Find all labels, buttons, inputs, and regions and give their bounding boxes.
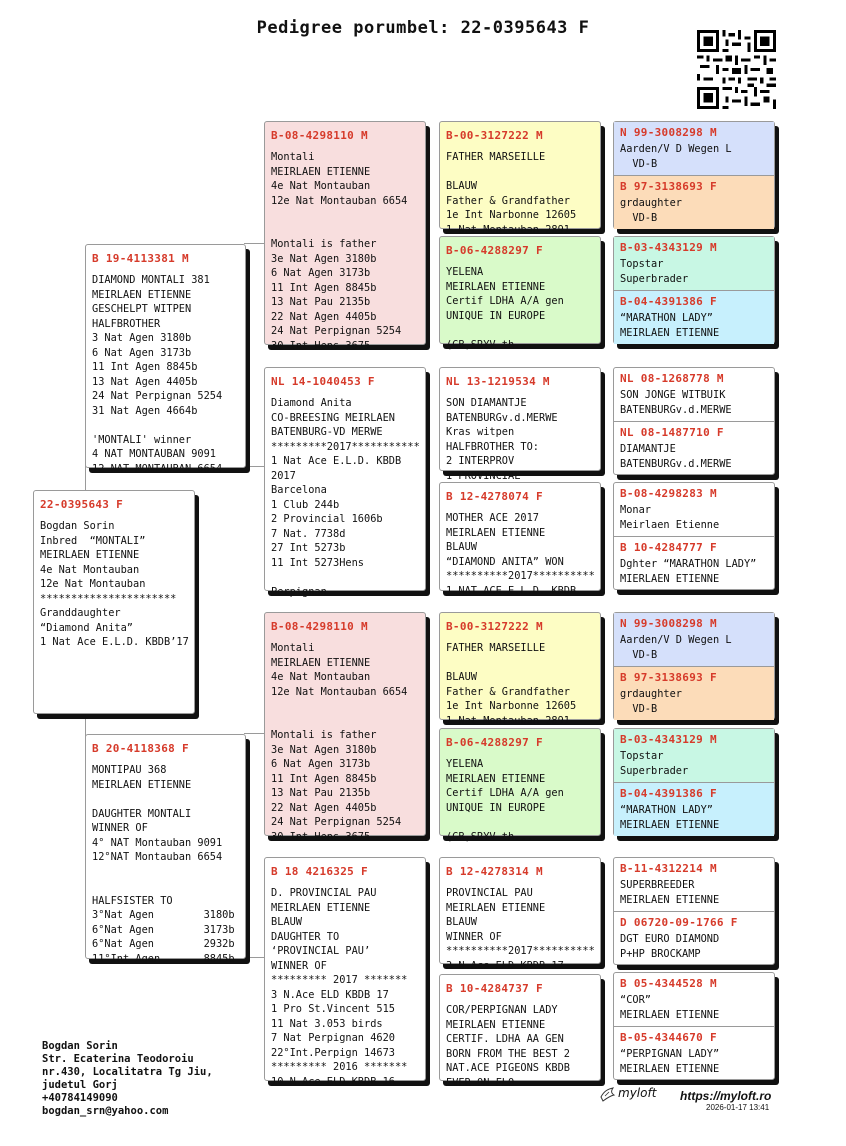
maternal-grandmother-card [264,857,426,1088]
pigeon-details: “MARATHON LADY” MEIRLAEN ETIENNE [620,804,720,831]
print-date: 2026-01-17 13:41 [706,1103,770,1112]
ancestor-card [439,857,601,972]
father-card [85,244,246,475]
ring-number: NL 08-1487710 F [620,426,724,439]
ring-number: B-00-3127222 M [446,620,543,633]
pigeon-details: YELENA MEIRLAEN ETIENNE Certif LDHA A/A gen UNIQUE IN EUROPE (GB,SRYV th... [446,266,564,351]
ring-number: D 06720-09-1766 F [620,916,738,929]
website-link[interactable]: https://myloft.ro [680,1089,772,1103]
subject-card [33,490,195,714]
ring-number: B-06-4288297 F [446,244,543,257]
mother-card [85,734,246,965]
ancestor-pair-card [613,236,775,344]
ring-number: B-04-4391386 F [620,295,717,308]
ancestor-card [439,728,601,843]
pigeon-details: YELENA MEIRLAEN ETIENNE Certif LDHA A/A gen UNIQUE IN EUROPE (GB,SRYV th... [446,758,564,843]
pigeon-details: Topstar Superbrader [620,258,689,285]
ring-number: B 12-4278074 F [446,490,543,503]
pigeon-details: Aarden/V D Wegen L VD-B [620,634,732,661]
pigeon-details: Topstar Superbrader [620,750,689,777]
ring-number: B-08-4298110 M [271,620,368,633]
ancestor-pair-card [613,482,775,590]
ring-number: B-06-4288297 F [446,736,543,749]
ring-number: B 97-3138693 F [620,671,717,684]
ancestor-card [439,612,601,727]
pigeon-details: DIAMOND MONTALI 381 MEIRLAEN ETIENNE GESCHELPT WITPEN HALFBROTHER 3 Nat Agen 3180b 6 Nat Agen 3173b 11 Int Agen 8845b 13 Nat Agen 4405b 24 Nat Perpignan 5254 31 Nat Agen 4664b 'MONTALI' winner 4 NAT MONTAUBAN 9091 12 NAT MONTAUBAN 6654 [92,274,223,475]
ring-number: B-08-4298110 M [271,129,368,142]
connector-line [244,957,264,958]
ring-number: B 20-4118368 F [92,742,189,755]
ring-number: N 99-3008298 M [620,126,717,139]
pigeon-details: MONTIPAU 368 MEIRLAEN ETIENNE DAUGHTER MONTALI WINNER OF 4° NAT Montauban 9091 12°NAT Montauban 6654 HALFSISTER TO 3°Nat Agen 3180b 6°Nat Agen 3173b 6°Nat Agen 2932b 11°Int Agen 8845b [92,764,235,965]
ancestor-pair-card [613,728,775,836]
ancestor-pair-card [613,972,775,1080]
pigeon-details: PROVINCIAL PAU MEIRLAEN ETIENNE BLAUW WINNER OF **********2017********** 3 N.Ace ELD KBDB 17 [446,887,595,972]
pigeon-details: Aarden/V D Wegen L VD-B [620,143,732,170]
pigeon-details: DIAMANTJE BATENBURGv.d.MERWE [620,443,732,470]
pigeon-details: Montali MEIRLAEN ETIENNE 4e Nat Montauban 12e Nat Montauban 6654 Montali is father 3e Nat Agen 3180b 6 Nat Agen 3173b 11 Int Agen 8845b 13 Nat Pau 2135b 22 Nat Agen 4405b 24 Nat Perpignan 5254 30 Int Hens 3675 [271,151,408,352]
ring-number: NL 08-1268778 M [620,372,724,385]
ring-number: B 18 4216325 F [271,865,368,878]
connector-line [244,466,264,467]
pigeon-details: D. PROVINCIAL PAU MEIRLAEN ETIENNE BLAUW DAUGHTER TO ‘PROVINCIAL PAU’ WINNER OF ********* 2017 ******* 3 N.Ace ELD KBDB 17 1 Pro St.Vincent 515 11 Nat 3.053 birds 7 Nat Perpignan 4620 22°Int.Perpign 14673 ********* 2016 ******* 10 N.Ace ELD KBDB 16 [271,887,408,1088]
ring-number: B-03-4343129 M [620,733,717,746]
ring-number: NL 14-1040453 F [271,375,375,388]
pigeon-details: COR/PERPIGNAN LADY MEIRLAEN ETIENNE CERTIF. LDHA AA GEN BORN FROM THE BEST 2 NAT.ACE PIGEONS KBDB EVER ON FLO [446,1004,570,1089]
pigeon-details: MOTHER ACE 2017 MEIRLAEN ETIENNE BLAUW “DIAMOND ANITA” WON **********2017********** 1 NAT ACE E.L.D. KBDB [446,512,595,597]
pigeon-logo-icon [599,1085,617,1103]
pigeon-details: Bogdan Sorin Inbred “MONTALI” MEIRLAEN ETIENNE 4e Nat Montauban 12e Nat Montauban ********************** Granddaughter “Diamond Anita” 1 Nat Ace E.L.D. KBDB’17 [40,520,189,648]
pigeon-details: Monar Meirlaen Etienne [620,504,720,531]
owner-contact: Bogdan Sorin Str. Ecaterina Teodoroiu nr.430, Localitatra Tg Jiu, judetul Gorj +40784149090 bogdan_srn@yahoo.com [42,1040,213,1117]
ancestor-pair-card [613,367,775,475]
pigeon-details: “MARATHON LADY” MEIRLAEN ETIENNE [620,312,720,339]
pigeon-details: “COR” MEIRLAEN ETIENNE [620,994,720,1021]
ring-number: B 12-4278314 M [446,865,543,878]
pigeon-details: Diamond Anita CO-BREESING MEIRLAEN BATENBURG-VD MERWE *********2017*********** 1 Nat Ace E.L.D. KBDB 2017 Barcelona 1 Club 244b 2 Provincial 1606b 7 Nat. 7738d 27 Int 5273b 11 Int 5273Hens Perpignan [271,397,420,598]
ancestor-card [439,482,601,597]
connector-line [244,243,264,244]
pigeon-details: SON JONGE WITBUIK BATENBURGv.d.MERWE [620,389,732,416]
ring-number: B-11-4312214 M [620,862,717,875]
ring-number: B 05-4344528 M [620,977,717,990]
pigeon-details: SON DIAMANTJE BATENBURGv.d.MERWE Kras witpen HALFBROTHER TO: 2 INTERPROV 1 PROVINCIAL [446,397,558,482]
ancestor-card [439,121,601,236]
page-title: Pedigree porumbel: 22-0395643 F [256,18,590,38]
pigeon-details: FATHER MARSEILLE BLAUW Father & Grandfather 1e Int Narbonne 12605 1 Nat Montauban 2891 [446,151,577,236]
pigeon-details: grdaughter VD-B [620,197,682,224]
ancestor-pair-card [613,612,775,720]
pigeon-details: SUPERBREEDER MEIRLAEN ETIENNE [620,879,720,906]
ancestor-pair-card [613,121,775,229]
connector-line [244,733,264,734]
pigeon-details: Dghter “MARATHON LADY” MIERLAEN ETIENNE [620,558,757,585]
pigeon-details: “PERPIGNAN LADY” MEIRLAEN ETIENNE [620,1048,720,1075]
ring-number: B-00-3127222 M [446,129,543,142]
maternal-grandfather-card [264,612,426,843]
ancestor-card [439,974,601,1089]
ring-number: B-04-4391386 F [620,787,717,800]
paternal-grandmother-card [264,367,426,598]
pigeon-details: FATHER MARSEILLE BLAUW Father & Grandfather 1e Int Narbonne 12605 1 Nat Montauban 2891 [446,642,577,727]
ring-number: B 10-4284777 F [620,541,717,554]
ring-number: B 97-3138693 F [620,180,717,193]
ring-number: B 10-4284737 F [446,982,543,995]
ancestor-card [439,236,601,351]
pigeon-details: grdaughter VD-B [620,688,682,715]
ring-number: B-03-4343129 M [620,241,717,254]
ring-number: B-08-4298283 M [620,487,717,500]
ring-number: B-05-4344670 F [620,1031,717,1044]
ring-number: B 19-4113381 M [92,252,189,265]
ring-number: N 99-3008298 M [620,617,717,630]
paternal-grandfather-card [264,121,426,352]
pigeon-details: Montali MEIRLAEN ETIENNE 4e Nat Montauban 12e Nat Montauban 6654 Montali is father 3e Nat Agen 3180b 6 Nat Agen 3173b 11 Int Agen 8845b 13 Nat Pau 2135b 22 Nat Agen 4405b 24 Nat Perpignan 5254 30 Int Hens 3675 [271,642,408,843]
ancestor-card [439,367,601,482]
ring-number: NL 13-1219534 M [446,375,550,388]
ring-number: 22-0395643 F [40,498,124,511]
qr-code-icon [697,30,776,109]
ancestor-pair-card [613,857,775,965]
pigeon-details: DGT EURO DIAMOND P+HP BROCKAMP [620,933,720,960]
logo-text: myloft [618,1086,657,1100]
